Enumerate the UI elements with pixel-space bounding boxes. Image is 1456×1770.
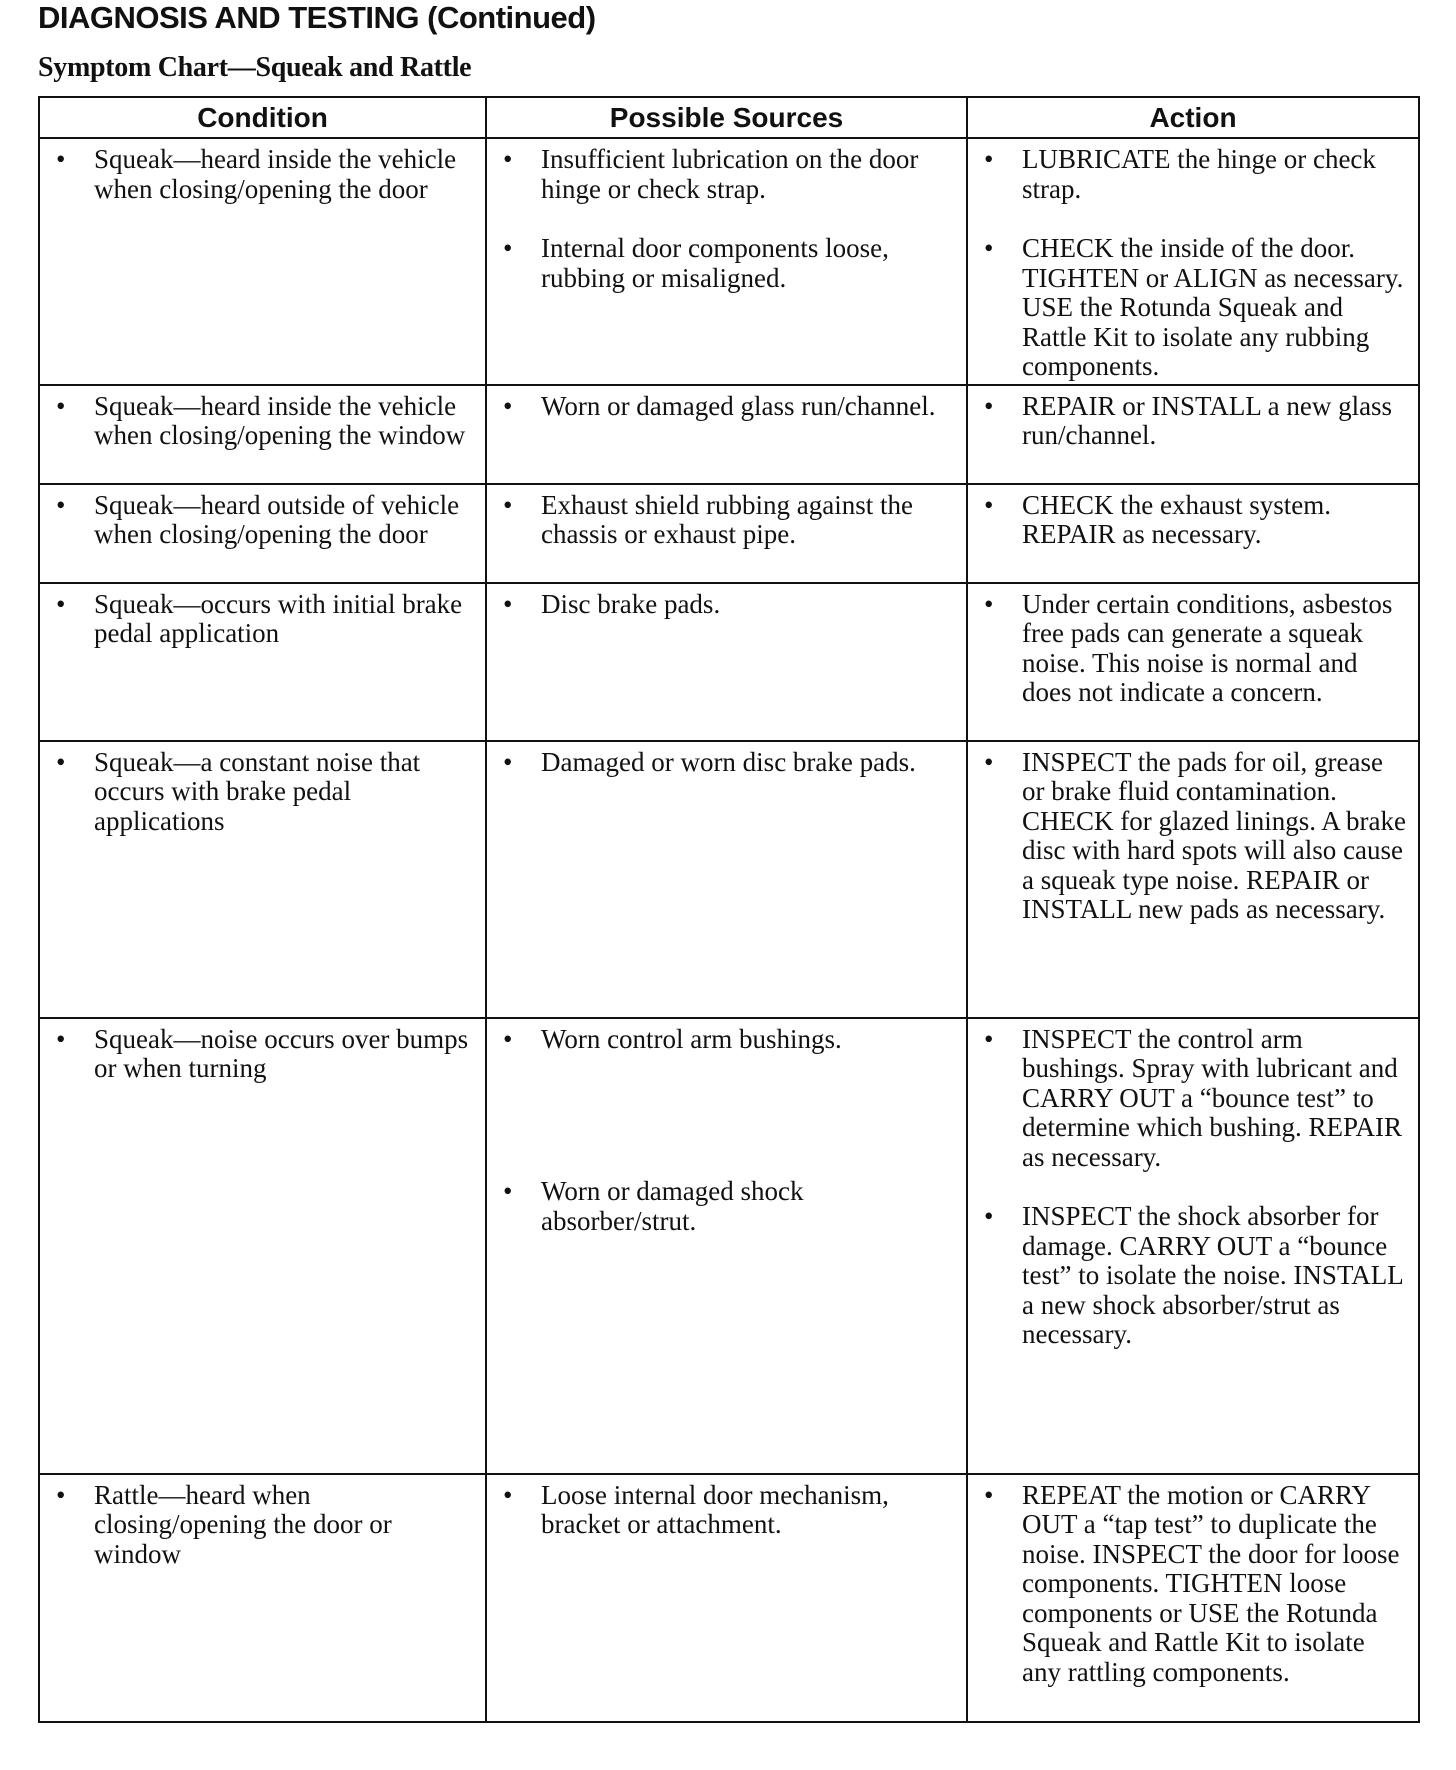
condition-cell xyxy=(39,1018,486,1474)
action-item: • Under certain conditions, asbestos free pads can generate a squeak noise. This noise is normal and does not indicate a concern. xyxy=(980,590,1408,708)
action-item: • REPEAT the motion or CARRY OUT a “tap test” to duplicate the noise. INSPECT the door for loose components. TIGHTEN loose components or USE the Rotunda Squeak and Rattle Kit to isolate any rattling components. xyxy=(980,1481,1408,1688)
source-item: • Worn or damaged shock absorber/strut. xyxy=(499,1177,956,1236)
condition-cell xyxy=(39,138,486,385)
source-item: • Insufficient lubrication on the door hinge or check strap. xyxy=(499,145,956,204)
condition-cell xyxy=(39,583,486,741)
sources-cell xyxy=(486,1018,967,1474)
condition-cell xyxy=(39,484,486,583)
table-row xyxy=(39,1018,1419,1474)
action-cell xyxy=(967,1474,1419,1722)
condition-text: • Squeak—heard inside the vehicle when closing/opening the window xyxy=(52,392,475,451)
symptom-table xyxy=(38,96,1420,1723)
condition-text: • Squeak—a constant noise that occurs with brake pedal applications xyxy=(52,748,475,837)
condition-text: • Squeak—occurs with initial brake pedal application xyxy=(52,590,475,649)
table-row xyxy=(39,385,1419,484)
action-cell xyxy=(967,741,1419,1018)
condition-text: • Squeak—heard inside the vehicle when closing/opening the door xyxy=(52,145,475,204)
symptom-chart xyxy=(38,96,1418,1723)
action-item: • INSPECT the shock absorber for damage. CARRY OUT a “bounce test” to isolate the noise. INSTALL a new shock absorber/strut as necessary. xyxy=(980,1202,1408,1350)
action-cell xyxy=(967,484,1419,583)
source-item: • Exhaust shield rubbing against the chassis or exhaust pipe. xyxy=(499,491,956,550)
source-item: • Loose internal door mechanism, bracket or attachment. xyxy=(499,1481,956,1540)
sources-cell xyxy=(486,484,967,583)
action-item: • LUBRICATE the hinge or check strap. xyxy=(980,145,1408,204)
sources-cell xyxy=(486,385,967,484)
condition-text: • Rattle—heard when closing/opening the door or window xyxy=(52,1481,475,1570)
sources-cell xyxy=(486,741,967,1018)
table-header-row xyxy=(39,97,1419,138)
action-cell xyxy=(967,583,1419,741)
sources-cell xyxy=(486,1474,967,1722)
column-header-condition: Condition xyxy=(39,97,486,138)
source-item: • Worn or damaged glass run/channel. xyxy=(499,392,956,422)
column-header-action: Action xyxy=(967,97,1419,138)
source-item: • Disc brake pads. xyxy=(499,590,956,620)
column-header-possible-sources: Possible Sources xyxy=(486,97,967,138)
condition-cell xyxy=(39,385,486,484)
condition-cell xyxy=(39,1474,486,1722)
page-title: DIAGNOSIS AND TESTING (Continued) xyxy=(38,0,596,35)
table-row xyxy=(39,741,1419,1018)
source-item: • Damaged or worn disc brake pads. xyxy=(499,748,956,778)
condition-text: • Squeak—heard outside of vehicle when closing/opening the door xyxy=(52,491,475,550)
sources-cell xyxy=(486,138,967,385)
source-item: • Internal door components loose, rubbing or misaligned. xyxy=(499,234,956,293)
action-item: • REPAIR or INSTALL a new glass run/channel. xyxy=(980,392,1408,451)
condition-text: • Squeak—noise occurs over bumps or when turning xyxy=(52,1025,475,1084)
action-cell xyxy=(967,385,1419,484)
action-item: • INSPECT the control arm bushings. Spray with lubricant and CARRY OUT a “bounce test” to determine which bushing. REPAIR as necessary. xyxy=(980,1025,1408,1173)
table-row xyxy=(39,1474,1419,1722)
action-item: • INSPECT the pads for oil, grease or brake fluid contamination. CHECK for glazed linings. A brake disc with hard spots will also cause a squeak type noise. REPAIR or INSTALL new pads as necessary. xyxy=(980,748,1408,925)
sources-cell xyxy=(486,583,967,741)
condition-cell xyxy=(39,741,486,1018)
action-item: • CHECK the inside of the door. TIGHTEN or ALIGN as necessary. USE the Rotunda Squeak and Rattle Kit to isolate any rubbing components. xyxy=(980,234,1408,382)
action-cell xyxy=(967,1018,1419,1474)
table-row xyxy=(39,138,1419,385)
source-item: • Worn control arm bushings. xyxy=(499,1025,956,1055)
chart-title: Symptom Chart—Squeak and Rattle xyxy=(38,52,472,83)
action-cell xyxy=(967,138,1419,385)
action-item: • CHECK the exhaust system. REPAIR as necessary. xyxy=(980,491,1408,550)
table-row xyxy=(39,583,1419,741)
table-row xyxy=(39,484,1419,583)
